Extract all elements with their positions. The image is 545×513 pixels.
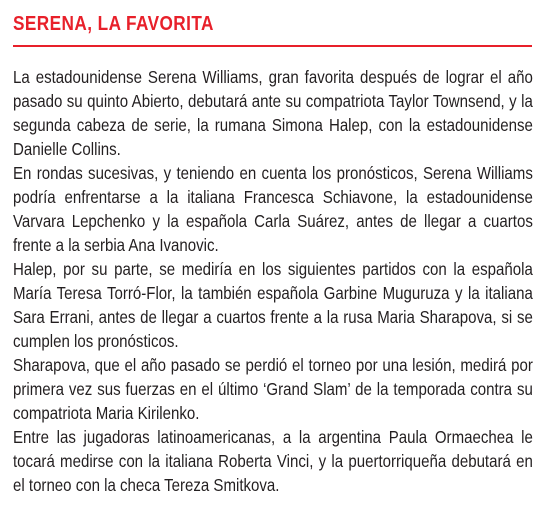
- headline-rule: [13, 45, 532, 47]
- paragraph: Entre las jugadoras latinoamericanas, a la argentina Paula Ormaechea le tocará medirse con la italiana Roberta Vinci, y la puertorriqueña debutará en el torneo con la checa Tereza Smitkova.: [13, 427, 533, 495]
- paragraph: La estadounidense Serena Williams, gran favorita después de lograr el año pasado su quinto Abierto, debutará ante su compatriota Taylor Townsend, y la segunda cabeza de serie, la rumana Simona Halep, con la estadounidense Danielle Collins.: [13, 67, 533, 159]
- article-body: [13, 65, 533, 497]
- paragraph: En rondas sucesivas, y teniendo en cuenta los pronósticos, Serena Williams podría enfrentarse a la italiana Francesca Schiavone, la estadounidense Varvara Lepchenko y la española Carla Suárez, antes de llegar a cuartos frente a la serbia Ana Ivanovic.: [13, 163, 533, 255]
- headline: SERENA, LA FAVORITA: [13, 13, 214, 35]
- paragraph: Halep, por su parte, se mediría en los siguientes partidos con la española María Teresa Torró-Flor, la también española Garbine Muguruza y la italiana Sara Errani, antes de llegar a cuartos frente a la rusa Maria Sharapova, si se cumplen los pronósticos.: [13, 259, 533, 351]
- paragraph: Sharapova, que el año pasado se perdió el torneo por una lesión, medirá por primera vez sus fuerzas en el último ‘Grand Slam’ de la temporada contra su compatriota Maria Kirilenko.: [13, 355, 533, 423]
